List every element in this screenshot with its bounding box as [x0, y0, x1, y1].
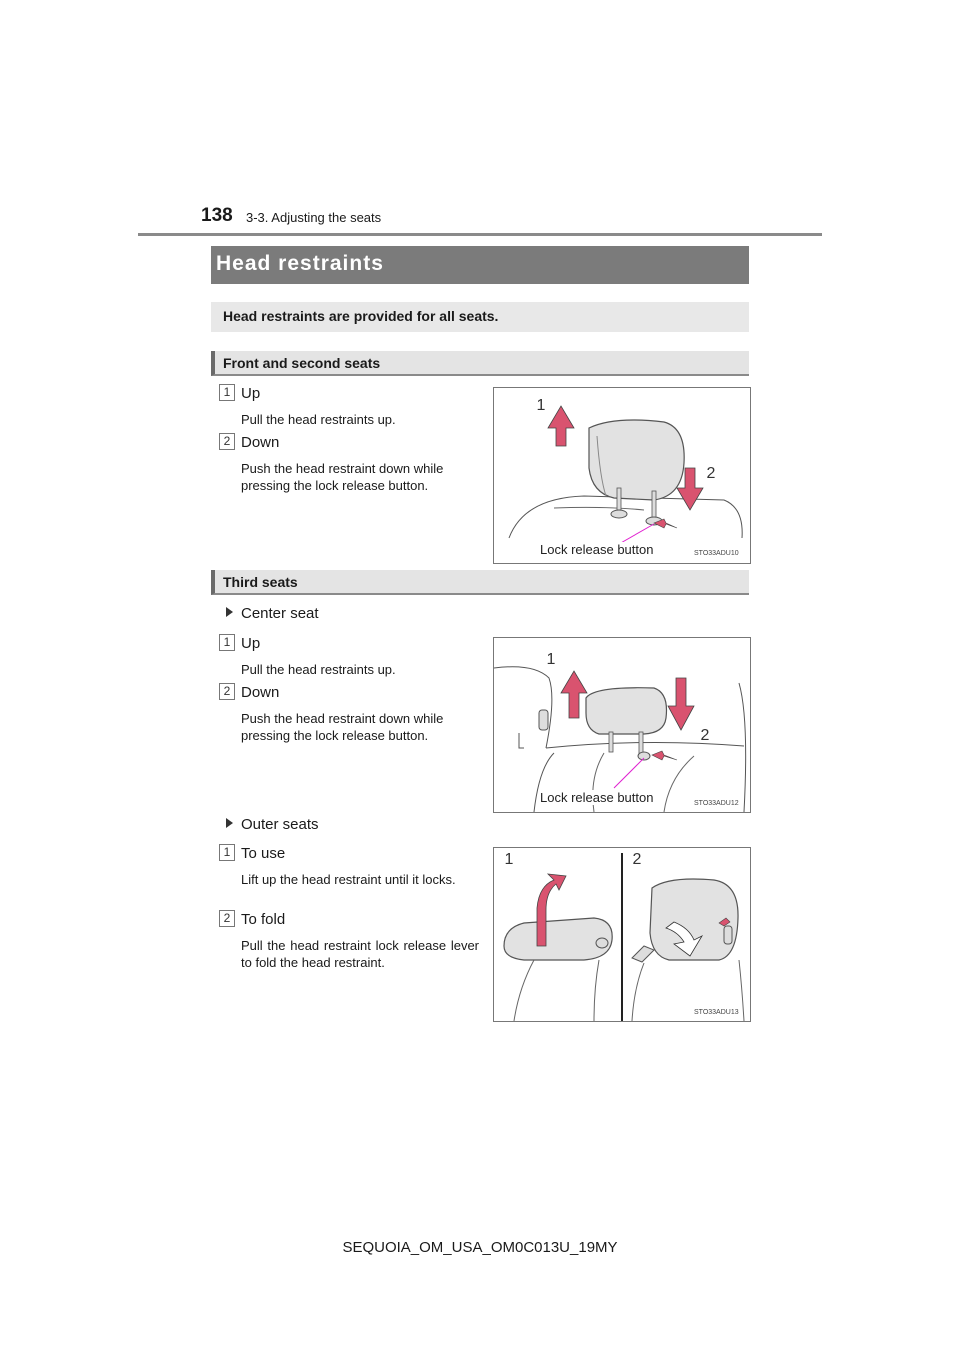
item-description: Push the head restraint down while pressing the lock release button.	[241, 711, 444, 743]
figure-code: STO33ADU10	[694, 550, 739, 557]
center-seat-label: Center seat	[226, 605, 319, 622]
lock-release-callout: Lock release button	[540, 790, 654, 805]
center-seat-drawing	[494, 638, 750, 812]
figure-marker: 1	[536, 397, 546, 414]
item-description: Pull the head restraint lock release lever to fold the head restraint.	[241, 938, 479, 970]
figure-marker: 2	[632, 851, 642, 868]
bullet-triangle-icon	[226, 818, 233, 828]
item-description: Lift up the head restraint until it locks.	[241, 872, 456, 887]
figure-marker: 1	[504, 851, 514, 868]
figure-marker: 2	[700, 727, 710, 744]
header-rule	[138, 233, 822, 236]
item-number-badge: 2	[219, 910, 235, 927]
item-title: Up	[241, 635, 261, 652]
item-number-badge: 1	[219, 844, 235, 861]
item-title: To fold	[241, 911, 286, 928]
page-title: Head restraints	[216, 252, 384, 275]
outer-seat-drawing	[494, 848, 750, 1021]
footer-document-id: SEQUOIA_OM_USA_OM0C013U_19MY	[342, 1239, 618, 1256]
front-section-heading: Front and second seats	[223, 355, 381, 371]
front-seat-illustration	[493, 387, 751, 564]
item-title: Down	[241, 434, 280, 451]
item-number-badge: 1	[219, 634, 235, 651]
bullet-triangle-icon	[226, 607, 233, 617]
item-number-badge: 2	[219, 683, 235, 700]
section-label: 3-3. Adjusting the seats	[246, 210, 382, 225]
item-description: Pull the head restraints up.	[241, 662, 396, 677]
figure-code: STO33ADU12	[694, 800, 739, 807]
intro-text: Head restraints are provided for all seats.	[223, 308, 499, 324]
item-title: Down	[241, 684, 280, 701]
figure-marker: 1	[546, 651, 556, 668]
outer-seat-illustration	[493, 847, 751, 1022]
item-title: Up	[241, 385, 261, 402]
third-section-heading: Third seats	[223, 574, 298, 590]
lock-release-callout: Lock release button	[540, 542, 654, 557]
figure-marker: 2	[706, 465, 716, 482]
outer-seats-label: Outer seats	[226, 816, 319, 833]
page-number: 138	[201, 205, 233, 226]
figure-code: STO33ADU13	[694, 1009, 739, 1016]
item-title: To use	[241, 845, 286, 862]
item-number-badge: 1	[219, 384, 235, 401]
item-description: Push the head restraint down while pressing the lock release button.	[241, 461, 444, 493]
center-seat-illustration	[493, 637, 751, 813]
item-description: Pull the head restraints up.	[241, 412, 396, 427]
item-number-badge: 2	[219, 433, 235, 450]
